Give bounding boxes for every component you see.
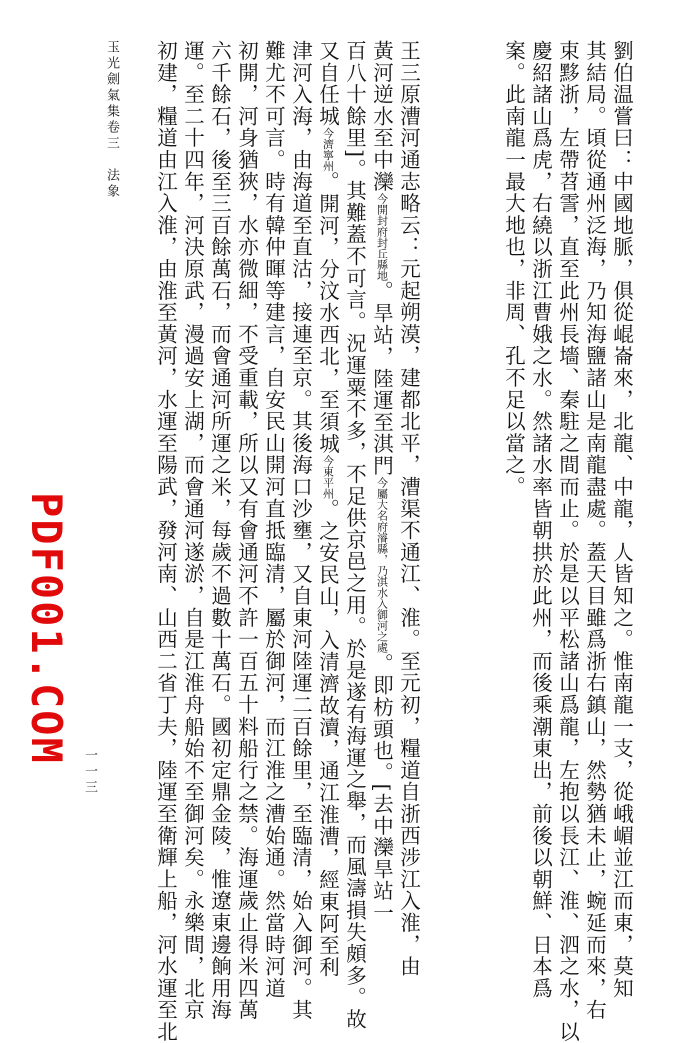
text-column-1: [609, 40, 634, 1000]
column-text: [316, 40, 340, 978]
text-column-3: [555, 40, 580, 1043]
text-run: 。之安民山，入清濟故瀆，通江淮漕，經東阿至利: [315, 498, 340, 979]
text-run: 又自任城: [315, 40, 340, 128]
page-number: 一一三: [82, 748, 97, 796]
column-text: [370, 40, 394, 924]
column-text: 其結局。頃從通州泛海，乃知海鹽諸山是南龍盡處。蓋天目雖爲浙右鎮山，然勢猶未止，蜿延而來，右: [582, 40, 607, 1021]
column-text: 初開，河身猶狹，水亦微細，不受重載，所以又有會通河不許一百五十料船行之禁。海運歲止得米四萬: [234, 40, 259, 1021]
column-text: 津河入海，由海道至直沽，接連至京。其後海口沙壅，又自東河陸運二百餘里，至臨清，始入御河。其: [288, 40, 313, 1021]
text-column-12: [234, 40, 259, 1021]
watermark-main: PDF001: [22, 492, 71, 656]
text-column-2: [582, 40, 607, 1021]
text-column-8: [342, 40, 367, 1031]
annotation-note: 今濟寧州: [321, 127, 335, 172]
text-column-11: [261, 40, 286, 1000]
annotation-note: 今東平州: [321, 454, 335, 499]
text-run: 黃河逆水至中灤: [369, 40, 394, 193]
text-column-13: [207, 40, 232, 1021]
text-column-6: [396, 40, 421, 978]
column-text: 初建，糧道由江入淮，由淮至黃河，水運至陽武，發河南、山西二省丁夫，陸運至衛輝上船，河水運至北: [153, 40, 178, 1043]
watermark-tail: .COM: [22, 655, 71, 765]
column-text: 運。至二十四年，河決原武，漫過安上湖，而會通河遂淤，自是江淮舟船始不至御河矣。永樂間，北京: [180, 40, 205, 1021]
text-column-7: [369, 40, 394, 924]
text-run: 。旱站，陸運至淇門: [369, 280, 394, 477]
column-text: 難尤不可言。時有韓仲暉等建言，自安民山開河直抵臨清，屬於御河，而江淮之漕始通。然當時河道: [261, 40, 286, 1000]
column-text: 劉伯温嘗曰：中國地脈，俱從崐崙來，北龍、中龍，人皆知之。惟南龍一支，從峨嵋並江而東，莫知: [609, 40, 634, 1000]
column-text: 六千餘石，後至三百餘萬石，而會通河所運之米，每歲不過數十萬石。國初定鼎金陵，惟遼東邊餉用海: [207, 40, 232, 1021]
text-column-5: [503, 40, 524, 900]
text-column-10: [288, 40, 313, 1021]
column-text: 束黟浙，左帶苕霅，直至此州長墻、秦駐之間而止。於是以平松諸山爲龍，左抱以長江、淮、泗之水，以: [555, 40, 580, 1043]
text-column-14: [180, 40, 205, 1021]
column-text: 慶紹諸山爲虎，右繞以浙江曹娥之水。然諸水率皆朝拱於此州，而後乘潮東出，前後以朝鮮、日本爲: [528, 40, 553, 1000]
text-column-9: [315, 40, 340, 979]
text-column-4: [528, 40, 553, 1000]
running-title: 玉光劍氣集卷三 法象: [104, 40, 119, 200]
watermark: [22, 492, 71, 765]
column-text: 百八十餘里]。其難蓋不可言。況運粟不多，不足供京邑之用。於是遂有海運之舉，而風濤損失頗多。故: [342, 40, 367, 1031]
column-text: 案。此南龍一最大地也，非周、孔不足以當之。: [501, 40, 526, 498]
annotation-note: 今屬大名府濬縣，乃淇水入御河之處: [375, 476, 389, 653]
text-column-15: [153, 40, 178, 1043]
column-text: 王三原漕河通志略云：元起朔漠，建都北平，漕渠不通江、淮。至元初，糧道自浙西涉江入淮，由: [396, 40, 421, 978]
text-run: 。即枋頭也。[去中灤旱站一: [369, 652, 394, 924]
annotation-note: 今開封府封丘縣地: [375, 192, 389, 281]
text-run: 。開河，分汶水西北，至須城: [315, 171, 340, 455]
